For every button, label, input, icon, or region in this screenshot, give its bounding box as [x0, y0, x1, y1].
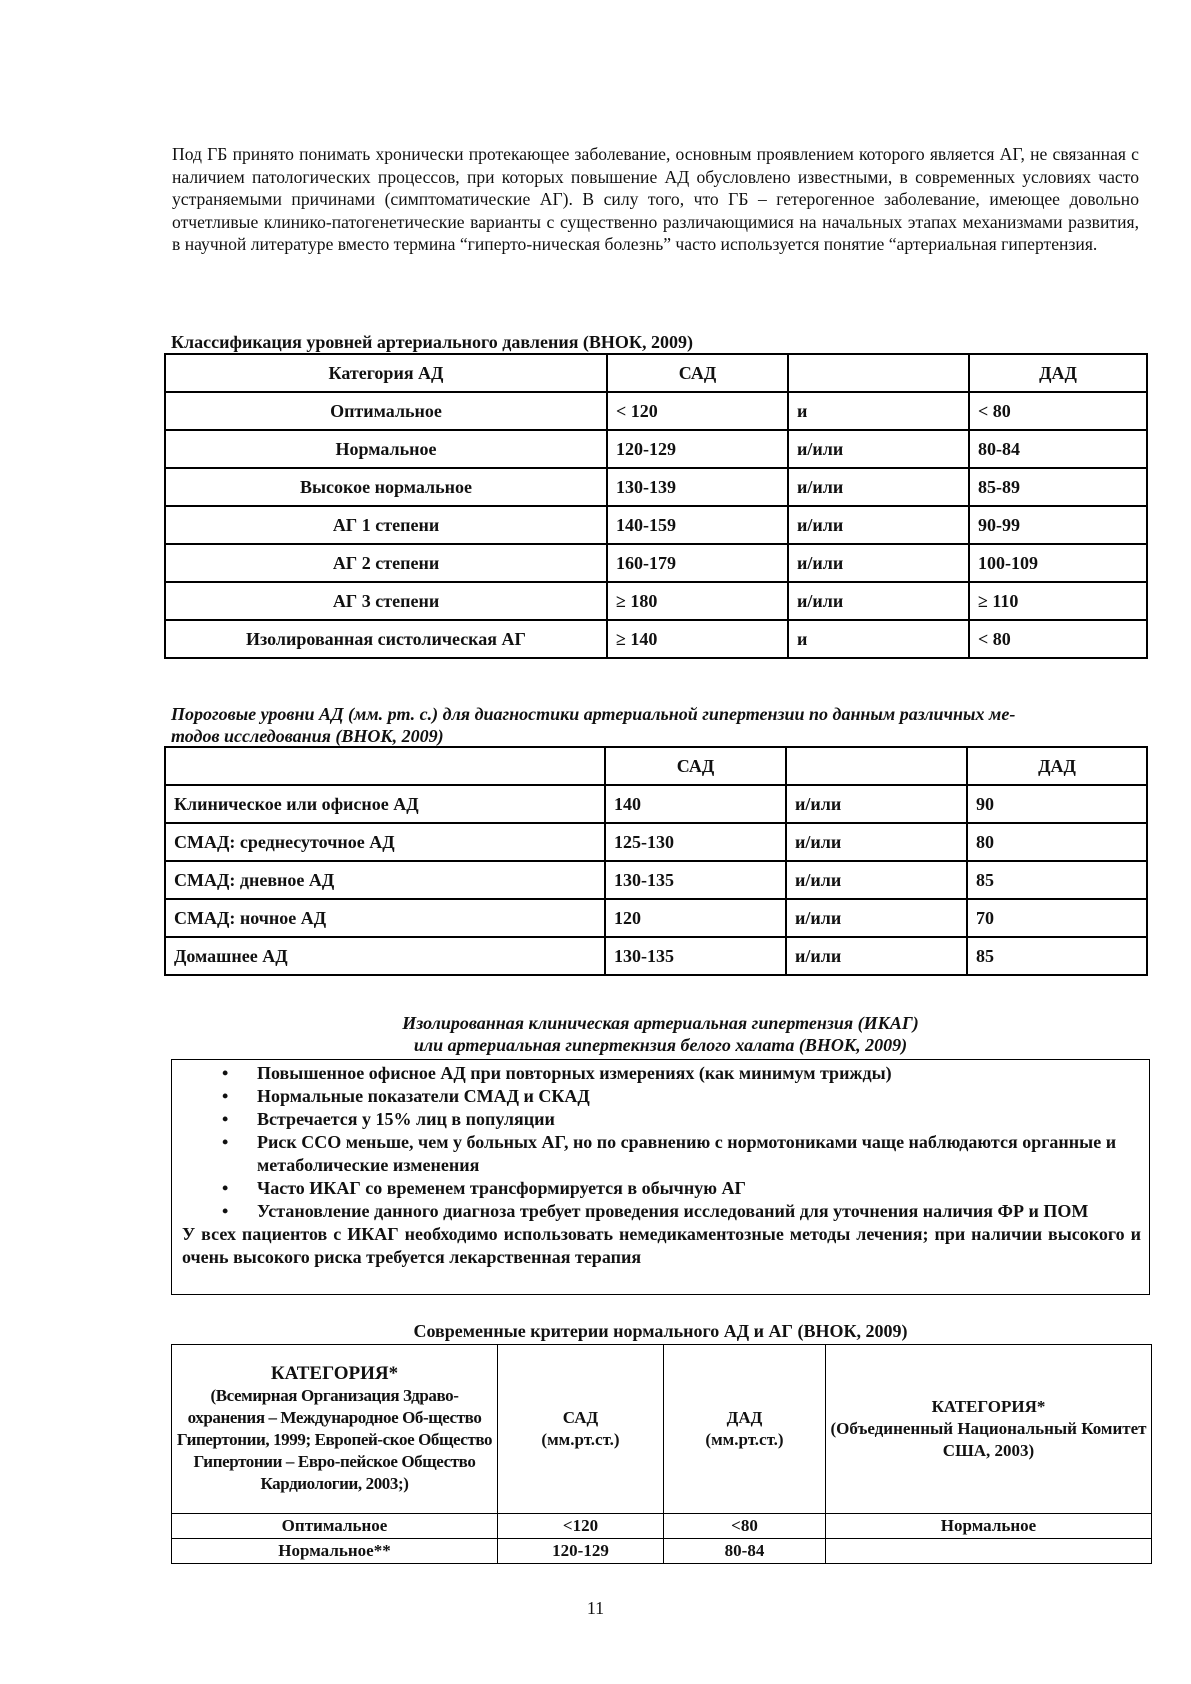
table-row [165, 899, 1147, 937]
bullet-icon: • [222, 1132, 229, 1152]
sad-cell: <120 [498, 1514, 664, 1539]
header-cell: ДАД [967, 747, 1147, 785]
category-cell: Изолированная систолическая АГ [165, 620, 607, 658]
sad-cell: 130-135 [605, 861, 786, 899]
table-row [165, 620, 1147, 658]
dad-cell: <80 [664, 1514, 826, 1539]
ikag-box [171, 1059, 1150, 1295]
header-cell: САД [607, 354, 788, 392]
conjunction-cell: и [788, 392, 969, 430]
dad-cell: 85-89 [969, 468, 1147, 506]
category-cell: Оптимальное [165, 392, 607, 430]
table-row [165, 544, 1147, 582]
category-cell: АГ 2 степени [165, 544, 607, 582]
sad-cell: < 120 [607, 392, 788, 430]
dad-cell: < 80 [969, 620, 1147, 658]
header-cell-dad [664, 1345, 826, 1514]
header-title: КАТЕГОРИЯ* [270, 1363, 399, 1384]
table-header-row [165, 747, 1147, 785]
sad-cell: 120-129 [607, 430, 788, 468]
table-row [165, 861, 1147, 899]
method-cell: СМАД: дневное АД [165, 861, 605, 899]
table-header-row [165, 354, 1147, 392]
bullet-icon: • [222, 1086, 229, 1106]
table-row [165, 582, 1147, 620]
table-row [165, 823, 1147, 861]
sad-cell: 120-129 [498, 1539, 664, 1564]
header-cell [786, 747, 967, 785]
category-cell: АГ 1 степени [165, 506, 607, 544]
list-item-text: Встречается у 15% лиц в популяции [257, 1109, 555, 1129]
us-category-cell: Нормальное [826, 1514, 1152, 1539]
sad-cell: ≥ 180 [607, 582, 788, 620]
header-cell-sad [498, 1345, 664, 1514]
list-item [222, 1108, 1149, 1131]
list-item-text: Нормальные показатели СМАД и СКАД [257, 1086, 590, 1106]
table2-caption-line1: Пороговые уровни АД (мм. рт. с.) для диагностики артериальной гипертензии по данным различных ме- [171, 704, 1016, 724]
table-row [172, 1514, 1152, 1539]
category-cell: Высокое нормальное [165, 468, 607, 506]
list-item-text: Часто ИКАГ со временем трансформируется в обычную АГ [257, 1178, 746, 1198]
bp-classification-table [164, 353, 1148, 659]
conjunction-cell: и/или [788, 430, 969, 468]
header-cell: ДАД [969, 354, 1147, 392]
table-row [165, 468, 1147, 506]
table3-caption: Современные критерии нормального АД и АГ (ВНОК, 2009) [413, 1321, 908, 1341]
list-item [222, 1131, 1149, 1177]
dad-cell: ≥ 110 [969, 582, 1147, 620]
dad-cell: 100-109 [969, 544, 1147, 582]
ikag-note: У всех пациентов с ИКАГ необходимо использовать немедикаментозные методы лечения; при наличии высокого и очень высокого риска требуется лекарственная терапия [182, 1224, 1141, 1267]
list-item-text: Установление данного диагноза требует проведения исследований для уточнения наличия ФР и ПОМ [257, 1201, 1089, 1221]
table-row [172, 1539, 1152, 1564]
bp-threshold-table [164, 746, 1148, 976]
table1-caption: Классификация уровней артериального давления (ВНОК, 2009) [171, 332, 693, 352]
table-row [165, 937, 1147, 975]
conjunction-cell: и/или [788, 468, 969, 506]
sad-cell: 125-130 [605, 823, 786, 861]
header-subtitle: (Объединенный Национальный Комитет США, 2003) [830, 1419, 1147, 1460]
list-item-text: Повышенное офисное АД при повторных измерениях (как минимум трижды) [257, 1063, 892, 1083]
table2-caption [171, 703, 1131, 747]
ikag-list [172, 1062, 1149, 1223]
dad-cell: 85 [967, 861, 1147, 899]
sad-cell: 130-135 [605, 937, 786, 975]
list-item [222, 1200, 1149, 1223]
header-cell: Категория АД [165, 354, 607, 392]
conjunction-cell: и/или [788, 544, 969, 582]
list-item [222, 1085, 1149, 1108]
sad-cell: 130-139 [607, 468, 788, 506]
header-title: САД [562, 1408, 599, 1427]
header-cell-category-us [826, 1345, 1152, 1514]
us-category-cell [826, 1539, 1152, 1564]
category-cell: Нормальное** [172, 1539, 498, 1564]
sad-cell: 140-159 [607, 506, 788, 544]
sad-cell: 160-179 [607, 544, 788, 582]
table-header-row [172, 1345, 1152, 1514]
conjunction-cell: и [788, 620, 969, 658]
category-cell: Нормальное [165, 430, 607, 468]
bullet-icon: • [222, 1178, 229, 1198]
conjunction-cell: и/или [786, 823, 967, 861]
table-row [165, 392, 1147, 430]
dad-cell: 90-99 [969, 506, 1147, 544]
conjunction-cell: и/или [788, 506, 969, 544]
method-cell: Клиническое или офисное АД [165, 785, 605, 823]
dad-cell: 85 [967, 937, 1147, 975]
list-item [222, 1062, 1149, 1085]
dad-cell: 90 [967, 785, 1147, 823]
ikag-title-line2: или артериальная гипертекнзия белого халата (ВНОК, 2009) [413, 1035, 908, 1055]
category-cell: АГ 3 степени [165, 582, 607, 620]
header-cell [788, 354, 969, 392]
header-cell [165, 747, 605, 785]
conjunction-cell: и/или [788, 582, 969, 620]
conjunction-cell: и/или [786, 899, 967, 937]
ikag-title [171, 1012, 1150, 1056]
category-cell: Оптимальное [172, 1514, 498, 1539]
header-title: КАТЕГОРИЯ* [931, 1397, 1046, 1416]
table-row [165, 785, 1147, 823]
list-item [222, 1177, 1149, 1200]
dad-cell: 80 [967, 823, 1147, 861]
sad-cell: 140 [605, 785, 786, 823]
method-cell: СМАД: среднесуточное АД [165, 823, 605, 861]
dad-cell: 80-84 [664, 1539, 826, 1564]
dad-cell: 70 [967, 899, 1147, 937]
header-cell: САД [605, 747, 786, 785]
header-cell-category-who [172, 1345, 498, 1514]
list-item-text: Риск ССО меньше, чем у больных АГ, но по сравнению с нормотониками чаще наблюдаются органные и метаболические изменения [257, 1132, 1117, 1175]
table-row [165, 430, 1147, 468]
sad-cell: 120 [605, 899, 786, 937]
conjunction-cell: и/или [786, 861, 967, 899]
ikag-title-line1: Изолированная клиническая артериальная гипертензия (ИКАГ) [402, 1013, 919, 1033]
method-cell: СМАД: ночное АД [165, 899, 605, 937]
bullet-icon: • [222, 1201, 229, 1221]
table2-caption-line2: тодов исследования (ВНОК, 2009) [171, 726, 444, 746]
header-subtitle: (мм.рт.ст.) [705, 1430, 784, 1449]
page-number: 11 [586, 1598, 605, 1618]
conjunction-cell: и/или [786, 785, 967, 823]
dad-cell: 80-84 [969, 430, 1147, 468]
bullet-icon: • [222, 1063, 229, 1083]
header-subtitle: (Всемирная Организация Здраво-охранения – Международное Об-щество Гипертонии, 1999; Европей-ское Общество Гипертонии – Евро-пейское Общество Кардиологии, 2003;) [176, 1386, 493, 1493]
conjunction-cell: и/или [786, 937, 967, 975]
bullet-icon: • [222, 1109, 229, 1129]
table-row [165, 506, 1147, 544]
sad-cell: ≥ 140 [607, 620, 788, 658]
header-subtitle: (мм.рт.ст.) [541, 1430, 620, 1449]
intro-paragraph: Под ГБ принято понимать хронически протекающее заболевание, основным проявлением которого является АГ, не связанная с наличием патологических процессов, при которых повышение АД обусловлено известными, в современных условиях часто устраняемыми причинами (симптоматические АГ). В силу того, что ГБ – гетерогенное заболевание, имеющее довольно отчетливые клинико-патогенетические варианты с существенно различающимися на начальных этапах механизмами развития, в научной литературе вместо термина “гиперто-ническая болезнь” часто используется понятие “артериальная гипертензия. [172, 144, 1139, 255]
header-title: ДАД [726, 1408, 763, 1427]
dad-cell: < 80 [969, 392, 1147, 430]
bp-criteria-table [171, 1344, 1152, 1564]
method-cell: Домашнее АД [165, 937, 605, 975]
